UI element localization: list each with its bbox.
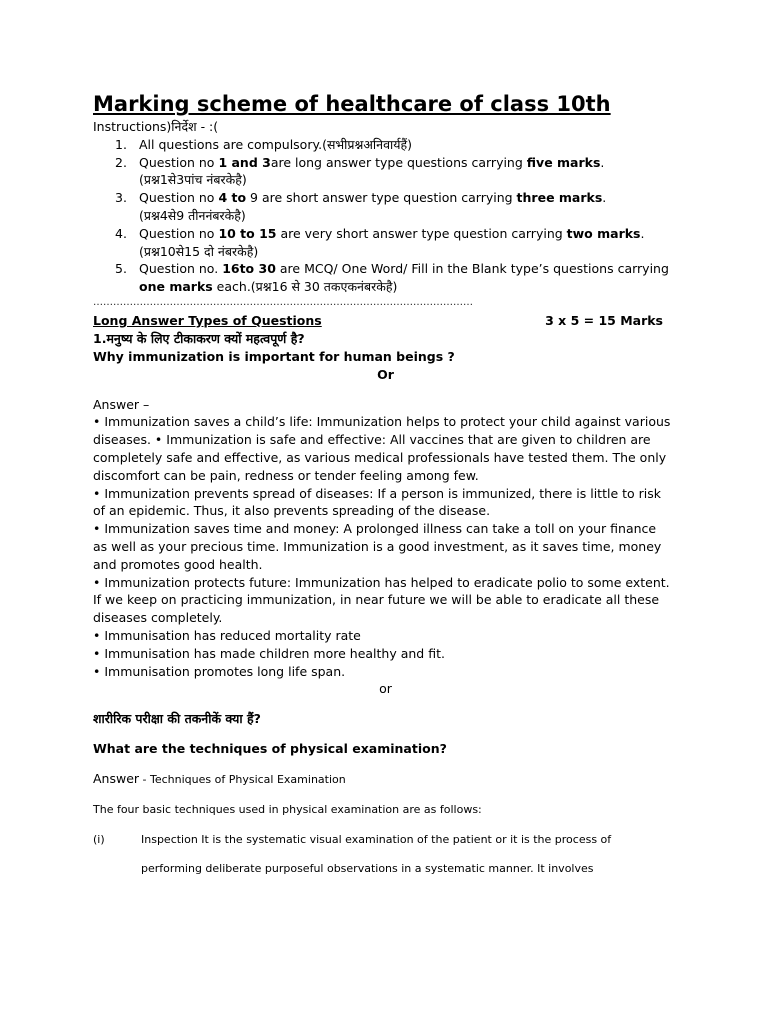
instruction-text: are MCQ/ One Word/ Fill in the Blank type’s questions carrying — [275, 261, 669, 277]
instruction-bold: one marks — [139, 279, 213, 295]
instruction-item — [93, 225, 678, 261]
instruction-bold: three marks — [516, 190, 603, 206]
section-title: Long Answer Types of Questions — [93, 312, 322, 328]
section-header — [93, 312, 678, 330]
answer-line: diseases completely. — [93, 610, 223, 626]
instruction-bold: two marks — [566, 225, 641, 241]
document-title: Marking scheme of healthcare of class 10th — [93, 92, 611, 116]
instruction-text: Question no — [139, 225, 219, 241]
instruction-text: Question no — [139, 190, 219, 206]
instruction-text: Question no — [139, 154, 219, 170]
answer-line: • Immunization protects future: Immunization has helped to eradicate polio to some extent. — [93, 574, 670, 590]
answer-label: Answer – — [93, 396, 150, 412]
answer-line: diseases. • Immunization is safe and effective: All vaccines that are given to children are — [93, 432, 651, 448]
answer-line: • Immunisation promotes long life span. — [93, 663, 346, 679]
instruction-number: 4. — [115, 225, 127, 241]
answer-line: • Immunization saves a child’s life: Immunization helps to protect your child against various — [93, 414, 671, 430]
instruction-text: are long answer type questions carrying — [270, 154, 527, 170]
instruction-hindi: (प्रश्न1से3पांच नंबरकेहै) — [139, 172, 247, 188]
section-marks: 3 x 5 = 15 Marks — [545, 312, 663, 328]
answer-2-heading — [93, 770, 678, 789]
question-2-english: What are the techniques of physical examination? — [93, 741, 447, 757]
technique-continuation: performing deliberate purposeful observations in a systematic manner. It involves — [141, 861, 594, 875]
answer-line: • Immunization prevents spread of diseases: If a person is immunized, there is little to risk — [93, 485, 662, 501]
technique-numeral: (i) — [93, 832, 105, 846]
answer-body — [93, 413, 678, 680]
instruction-hindi: (प्रश्न4से9 तीननंबरकेहै) — [139, 207, 246, 223]
instruction-text: 9 are short answer type question carrying — [246, 190, 517, 206]
instruction-bold: 4 to — [218, 190, 247, 206]
answer-line: as well as your precious time. Immunization is a good investment, as it saves time, money — [93, 538, 662, 554]
technique-item — [93, 825, 678, 854]
instruction-bold: five marks — [526, 154, 601, 170]
answer-line: discomfort can be pain, redness or tender feeling among few. — [93, 467, 479, 483]
instruction-text: . — [640, 225, 645, 241]
instruction-number: 3. — [115, 190, 127, 206]
instruction-text: . — [602, 190, 607, 206]
question-1-hindi: 1.मनुष्य के लिए टीकाकरण क्यों महत्वपूर्ण है? — [93, 330, 305, 346]
question-1-english: Why immunization is important for human beings ? — [93, 348, 455, 364]
instruction-text: . — [600, 154, 605, 170]
instruction-number: 2. — [115, 154, 127, 170]
instruction-text: Question no. — [139, 261, 223, 277]
answer-line: of an epidemic. Thus, it also prevents spreading of the disease. — [93, 503, 491, 519]
document-page — [93, 90, 678, 883]
instruction-item — [93, 189, 678, 225]
instruction-text: All questions are compulsory.(सभीप्रश्नअनिवार्यहैं) — [139, 136, 413, 152]
dotted-separator: …………………………………………………………………………………………………… — [93, 296, 473, 308]
technique-text: Inspection It is the systematic visual examination of the patient or it is the process of — [141, 832, 612, 846]
answer-line: • Immunisation has reduced mortality rate — [93, 627, 361, 643]
or-divider-small: or — [379, 681, 392, 697]
answer-line: • Immunization saves time and money: A prolonged illness can take a toll on your finance — [93, 521, 657, 537]
or-divider: Or — [377, 366, 394, 382]
instruction-bold: 1 and 3 — [218, 154, 271, 170]
instruction-text: are very short answer type question carrying — [276, 225, 567, 241]
instructions-list — [93, 136, 678, 296]
answer-line: completely safe and effective, as various medical professionals have tested them. The only — [93, 449, 667, 465]
instruction-text: each.(प्रश्न16 से 30 तकएकनंबरकेहै) — [212, 279, 398, 295]
answer-line: and promotes good health. — [93, 556, 263, 572]
instruction-bold: 16to 30 — [222, 261, 276, 277]
instruction-bold: 10 to 15 — [218, 225, 277, 241]
instructions-label: Instructions)निर्देश - :( — [93, 119, 219, 134]
instruction-item — [93, 154, 678, 190]
answer-2-subtitle: - Techniques of Physical Examination — [139, 772, 346, 786]
instruction-hindi: (प्रश्न10से15 दो नंबरकेहै) — [139, 243, 259, 259]
instruction-item — [93, 136, 678, 154]
instruction-number: 5. — [115, 261, 127, 277]
techniques-intro: The four basic techniques used in physical examination are as follows: — [93, 802, 482, 816]
instruction-number: 1. — [115, 136, 127, 152]
answer-line: • Immunisation has made children more healthy and fit. — [93, 645, 445, 661]
question-2-hindi: शारीरिक परीक्षा की तकनीकें क्या हैं? — [93, 711, 261, 727]
instruction-item — [93, 260, 678, 296]
answer-2-label: Answer — [93, 770, 140, 786]
answer-line: If we keep on practicing immunization, in near future we will be able to eradicate all these — [93, 592, 660, 608]
